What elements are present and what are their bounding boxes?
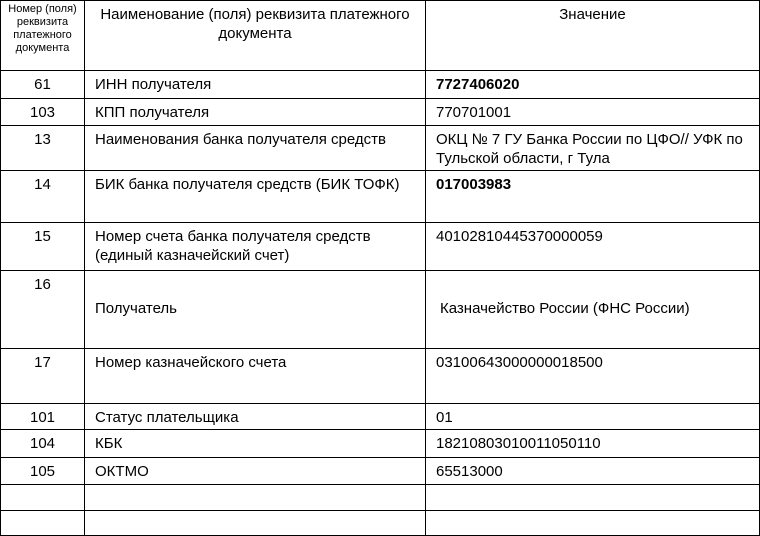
- row-value: 65513000: [426, 458, 760, 484]
- row-number: 16: [1, 271, 85, 348]
- table-row: [1, 98, 760, 125]
- row-number: 101: [1, 404, 85, 430]
- table-header-row: [1, 1, 760, 71]
- row-label: ИНН получателя: [85, 71, 426, 98]
- row-label: Статус плательщика: [85, 404, 426, 430]
- row-label: БИК банка получателя средств (БИК ТОФК): [85, 170, 426, 222]
- row-number: 105: [1, 458, 85, 484]
- empty-cell: [426, 510, 760, 535]
- empty-cell: [85, 510, 426, 535]
- row-label: Получатель: [85, 271, 426, 348]
- row-number: 14: [1, 170, 85, 222]
- row-number: 103: [1, 98, 85, 125]
- row-value: 7727406020: [426, 71, 760, 98]
- empty-cell: [426, 484, 760, 510]
- table-row: [1, 223, 760, 271]
- table-row: [1, 458, 760, 484]
- row-number: 104: [1, 430, 85, 458]
- header-field-name: Наименование (поля) реквизита платежного документа: [85, 1, 426, 71]
- row-number: 61: [1, 71, 85, 98]
- empty-cell: [85, 484, 426, 510]
- header-field-number: Номер (поля) реквизита платежного документа: [1, 1, 85, 71]
- table-row: [1, 348, 760, 403]
- empty-cell: [1, 510, 85, 535]
- row-value: Казначейство России (ФНС России): [426, 271, 760, 348]
- row-number: 13: [1, 125, 85, 170]
- header-value: Значение: [426, 1, 760, 71]
- row-number: 17: [1, 348, 85, 403]
- table-row: [1, 430, 760, 458]
- table-row: [1, 170, 760, 222]
- row-value: 18210803010011050110: [426, 430, 760, 458]
- row-value: 40102810445370000059: [426, 223, 760, 271]
- row-value: 017003983: [426, 170, 760, 222]
- row-value: 03100643000000018500: [426, 348, 760, 403]
- table-row: [1, 271, 760, 348]
- row-label: Наименования банка получателя средств: [85, 125, 426, 170]
- empty-row: [1, 484, 760, 510]
- row-label: ОКТМО: [85, 458, 426, 484]
- empty-row: [1, 510, 760, 535]
- row-label: Номер казначейского счета: [85, 348, 426, 403]
- row-label: КБК: [85, 430, 426, 458]
- row-number: 15: [1, 223, 85, 271]
- table-row: [1, 71, 760, 98]
- row-value: 770701001: [426, 98, 760, 125]
- row-label: КПП получателя: [85, 98, 426, 125]
- table-row: [1, 404, 760, 430]
- table-row: [1, 125, 760, 170]
- row-value: ОКЦ № 7 ГУ Банка России по ЦФО// УФК по Тульской области, г Тула: [426, 125, 760, 170]
- row-value: 01: [426, 404, 760, 430]
- row-label: Номер счета банка получателя средств (единый казначейский счет): [85, 223, 426, 271]
- empty-cell: [1, 484, 85, 510]
